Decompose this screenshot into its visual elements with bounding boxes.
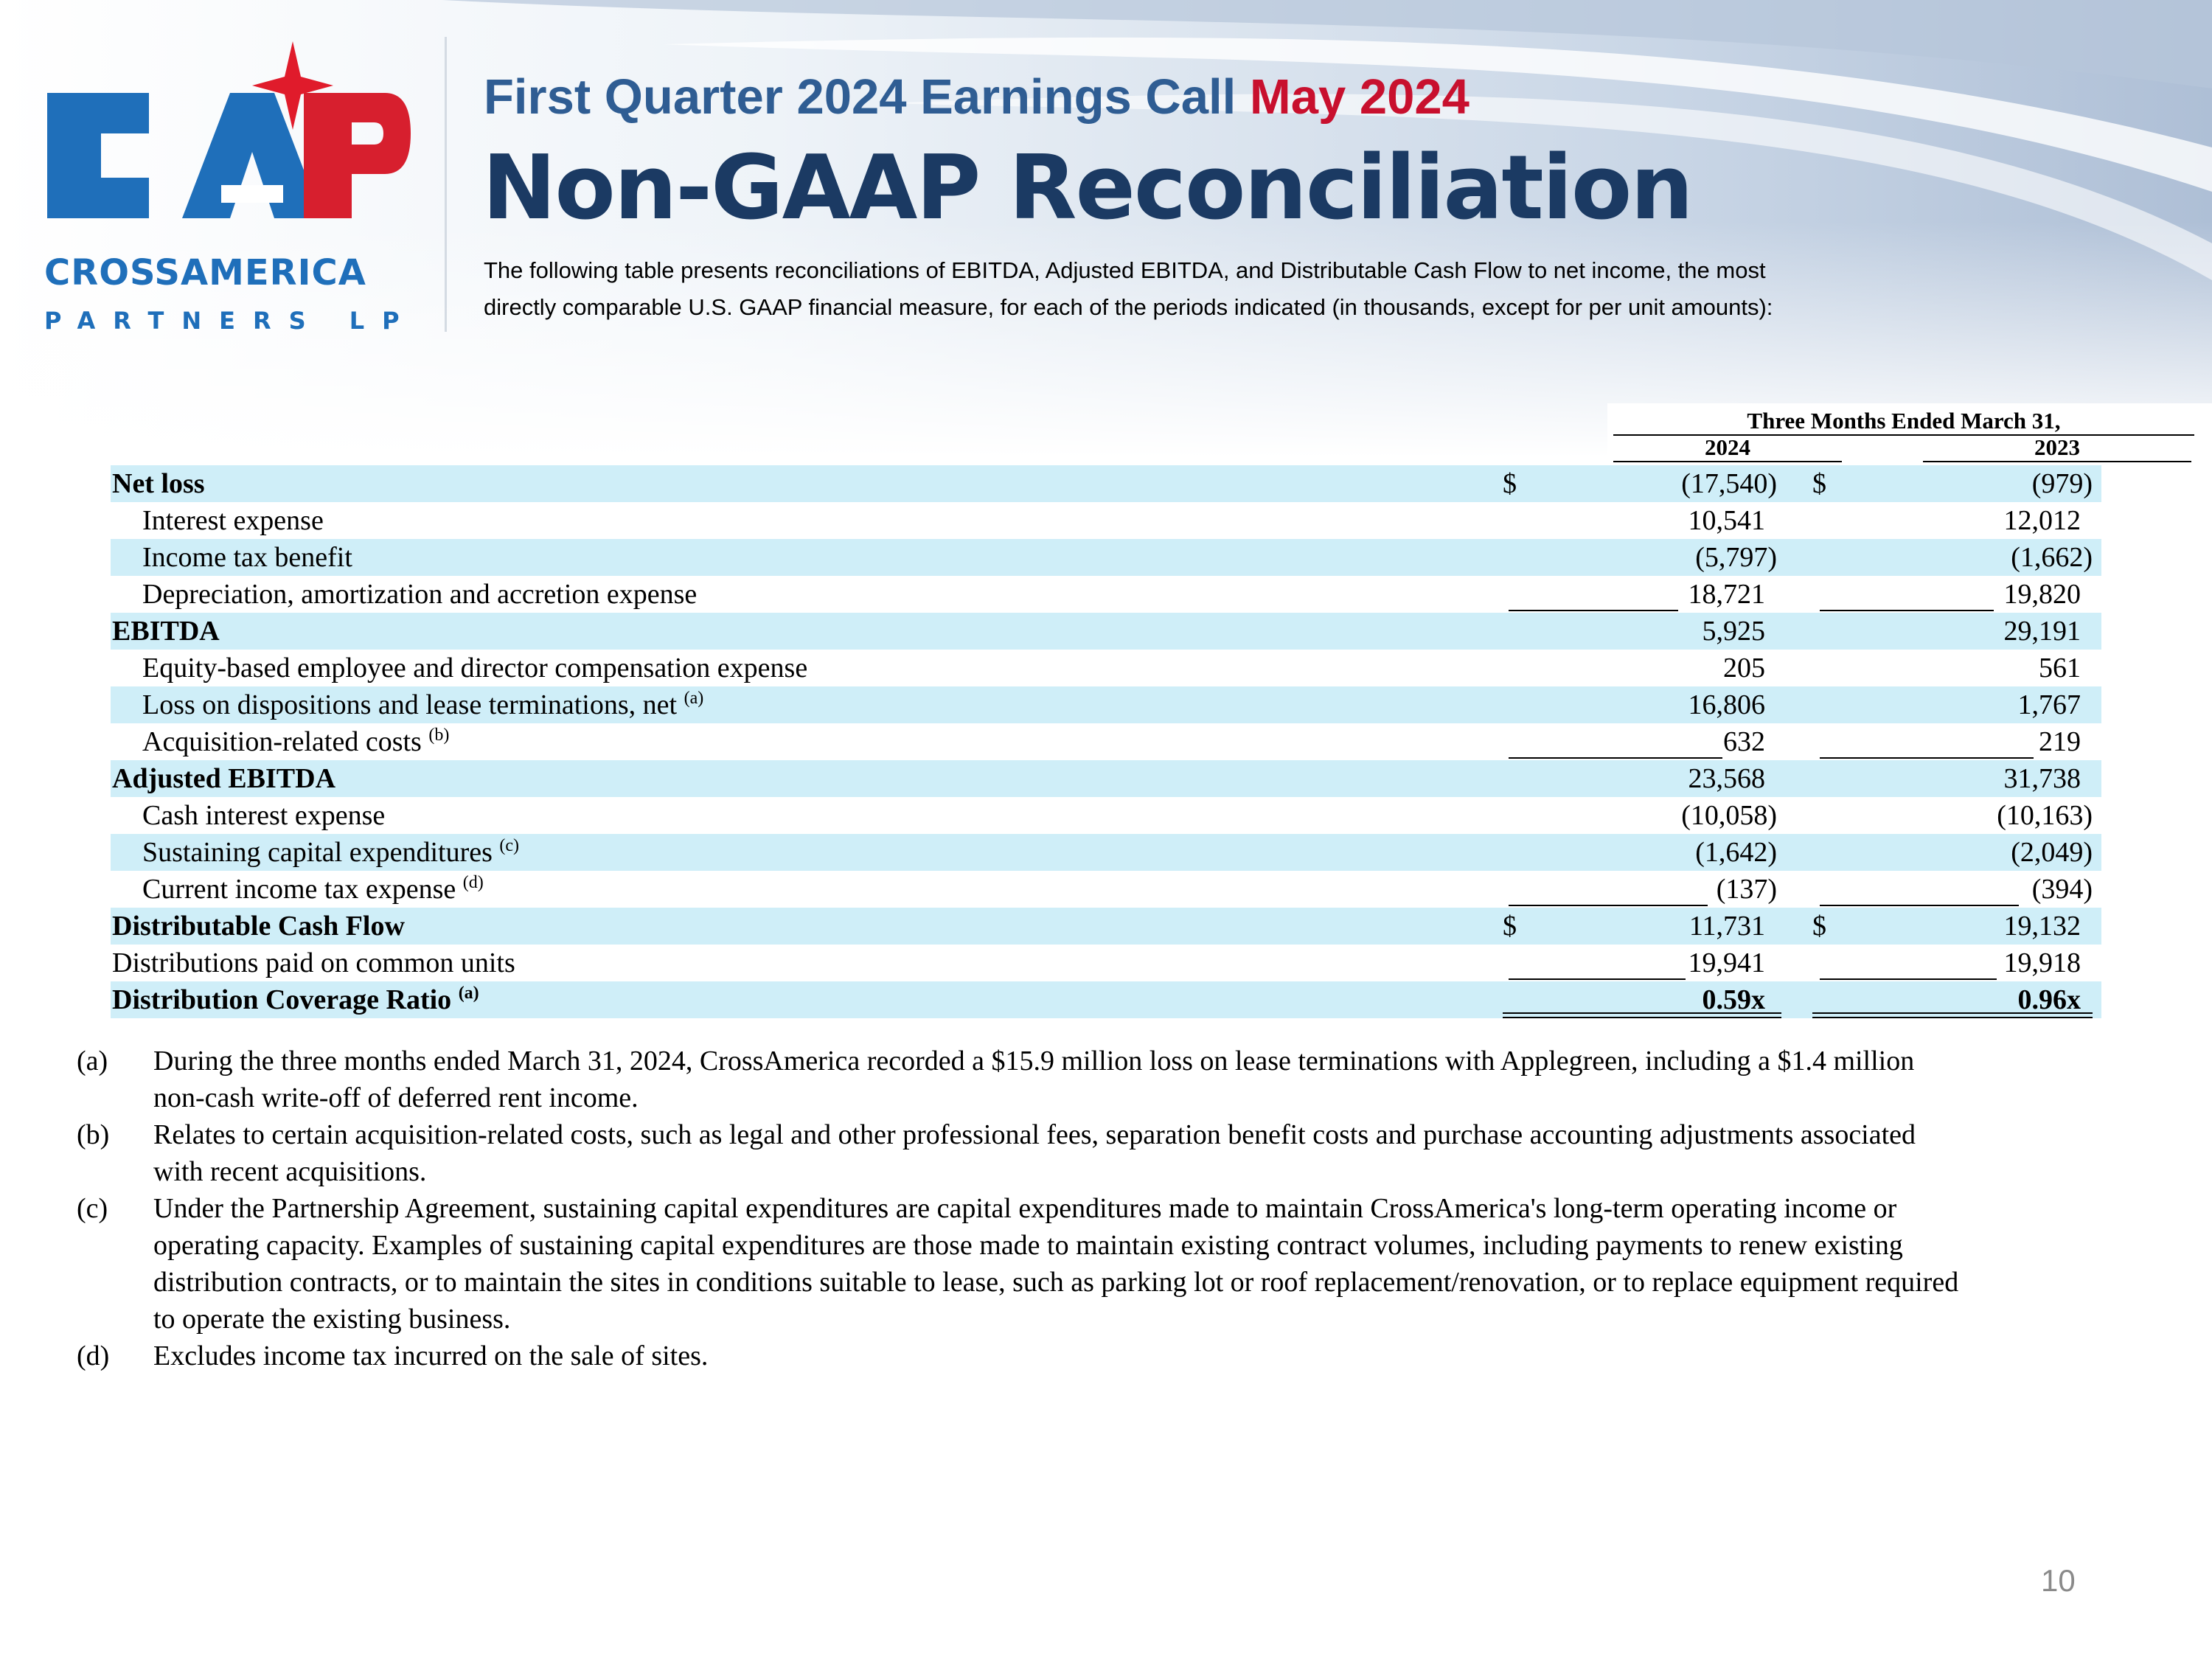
subtotal-underline bbox=[1820, 610, 1994, 611]
value-2024: 23,568 bbox=[1688, 763, 1765, 794]
row-label-text: Current income tax expense bbox=[142, 874, 456, 905]
footnote-label: (b) bbox=[77, 1119, 110, 1150]
row-label-text: Loss on dispositions and lease terminations, net bbox=[142, 689, 678, 720]
value-2024: 0.59x bbox=[1702, 984, 1765, 1015]
value-2024: 11,731 bbox=[1688, 911, 1765, 942]
row-label bbox=[112, 984, 479, 1015]
row-label: Net loss bbox=[112, 468, 205, 499]
dollar-sign: $ bbox=[1503, 911, 1517, 942]
subtotal-underline bbox=[1820, 978, 1997, 980]
table-row bbox=[111, 981, 2101, 1018]
footnote-line: with recent acquisitions. bbox=[153, 1156, 427, 1187]
footnote-ref: (a) bbox=[684, 689, 704, 708]
footnote-line: During the three months ended March 31, 2024, CrossAmerica recorded a $15.9 million loss on lease terminations with Applegreen, including a $1.4 million bbox=[153, 1046, 1915, 1077]
row-label-text: Sustaining capital expenditures bbox=[142, 837, 493, 868]
footnote-line: operating capacity. Examples of sustaining capital expenditures are those made to maintain existing contract volumes, including payments to renew existing bbox=[153, 1230, 1903, 1261]
value-2024: 16,806 bbox=[1688, 689, 1765, 720]
row-label: Cash interest expense bbox=[142, 800, 386, 831]
footnotes bbox=[77, 1043, 2156, 1374]
footnote-a bbox=[77, 1043, 2156, 1116]
footnote-line: Excludes income tax incurred on the sale of sites. bbox=[153, 1340, 709, 1371]
value-2024: 632 bbox=[1723, 726, 1765, 757]
row-label: Depreciation, amortization and accretion expense bbox=[142, 579, 698, 610]
table-row bbox=[111, 613, 2101, 650]
value-2023: 1,767 bbox=[2017, 689, 2081, 720]
value-2024: 10,541 bbox=[1688, 505, 1765, 536]
table-row bbox=[111, 760, 2101, 797]
subtitle-main: First Quarter 2024 Earnings Call bbox=[484, 69, 1237, 125]
row-label bbox=[142, 726, 449, 757]
dollar-sign: $ bbox=[1812, 911, 1826, 942]
value-2023: 29,191 bbox=[2003, 616, 2081, 647]
table-row bbox=[111, 465, 2101, 502]
value-2023: 219 bbox=[2039, 726, 2081, 757]
footnote-label: (d) bbox=[77, 1340, 110, 1371]
subtotal-underline bbox=[1509, 905, 1708, 906]
value-2023: 19,820 bbox=[2003, 579, 2081, 610]
year-header-2023: 2023 bbox=[1923, 434, 2191, 462]
row-label bbox=[142, 874, 484, 905]
value-2024: (10,058) bbox=[1681, 800, 1777, 831]
value-2023: 0.96x bbox=[2017, 984, 2081, 1015]
value-2023: (2,049) bbox=[2011, 837, 2093, 868]
footnote-c bbox=[77, 1190, 2156, 1338]
subtotal-underline bbox=[1509, 610, 1678, 611]
footnote-line: distribution contracts, or to maintain the sites in conditions suitable to lease, such as parking lot or roof replacement/renovation, or to replace equipment required bbox=[153, 1267, 1959, 1298]
footnote-ref: (b) bbox=[428, 726, 450, 745]
crossamerica-logo bbox=[38, 41, 422, 336]
logo-name-line2: PARTNERS LP bbox=[44, 307, 417, 335]
value-2023: (394) bbox=[2031, 874, 2093, 905]
footnote-line: to operate the existing business. bbox=[153, 1304, 511, 1335]
value-2024: (137) bbox=[1716, 874, 1777, 905]
footnote-label: (c) bbox=[77, 1193, 108, 1224]
footnote-line: Relates to certain acquisition-related costs, such as legal and other professional fees, separation benefit costs and purchase accounting adjustments associated bbox=[153, 1119, 1916, 1150]
row-label: EBITDA bbox=[112, 616, 220, 647]
logo-name-line1: CROSSAMERICA bbox=[44, 252, 366, 293]
value-2024: 19,941 bbox=[1688, 947, 1765, 978]
row-label: Equity-based employee and director compensation expense bbox=[142, 653, 808, 684]
row-label: Distributions paid on common units bbox=[112, 947, 515, 978]
footnote-ref: (a) bbox=[458, 984, 479, 1003]
table-row bbox=[111, 871, 2101, 908]
value-2024: 18,721 bbox=[1688, 579, 1765, 610]
row-label-text: Distribution Coverage Ratio bbox=[112, 984, 452, 1015]
table-row bbox=[111, 908, 2101, 945]
table-row bbox=[111, 650, 2101, 686]
row-label: Distributable Cash Flow bbox=[112, 911, 405, 942]
page-number: 10 bbox=[2041, 1563, 2076, 1598]
dollar-sign: $ bbox=[1812, 468, 1826, 499]
intro-paragraph bbox=[484, 252, 1885, 326]
row-label bbox=[142, 689, 703, 720]
table-row bbox=[111, 686, 2101, 723]
footnote-b bbox=[77, 1116, 2156, 1190]
value-2023: 12,012 bbox=[2003, 505, 2081, 536]
footnote-line: Under the Partnership Agreement, sustaining capital expenditures are capital expenditures made to maintain CrossAmerica's long-term operating income or bbox=[153, 1193, 1897, 1224]
total-double-underline bbox=[1503, 1012, 1781, 1018]
intro-line: directly comparable U.S. GAAP financial measure, for each of the periods indicated (in thousands, except for per unit amounts): bbox=[484, 294, 1773, 320]
value-2023: 561 bbox=[2039, 653, 2081, 684]
value-2023: (1,662) bbox=[2011, 542, 2093, 573]
value-2023: 19,132 bbox=[2003, 911, 2081, 942]
subtotal-underline bbox=[1509, 978, 1686, 980]
table-row bbox=[111, 576, 2101, 613]
page-subtitle bbox=[484, 69, 1470, 125]
intro-line: The following table presents reconciliations of EBITDA, Adjusted EBITDA, and Distributable Cash Flow to net income, the most bbox=[484, 257, 1766, 283]
value-2023: 19,918 bbox=[2003, 947, 2081, 978]
subtotal-underline bbox=[1820, 905, 2019, 906]
subtotal-underline bbox=[1820, 757, 2034, 759]
value-2024: 205 bbox=[1723, 653, 1765, 684]
footnote-d bbox=[77, 1338, 2156, 1374]
value-2023: 31,738 bbox=[2003, 763, 2081, 794]
table-row bbox=[111, 723, 2101, 760]
value-2024: (5,797) bbox=[1695, 542, 1777, 573]
footnote-ref: (c) bbox=[499, 836, 520, 855]
table-row bbox=[111, 945, 2101, 981]
value-2024: (1,642) bbox=[1695, 837, 1777, 868]
dollar-sign: $ bbox=[1503, 468, 1517, 499]
subtotal-underline bbox=[1509, 757, 1722, 759]
total-double-underline bbox=[1812, 1012, 2093, 1018]
year-header-2024: 2024 bbox=[1613, 434, 1842, 462]
row-label-text: Acquisition-related costs bbox=[142, 726, 422, 757]
footnote-ref: (d) bbox=[462, 873, 484, 892]
table-row bbox=[111, 797, 2101, 834]
table-row bbox=[111, 539, 2101, 576]
page-title: Non-GAAP Reconciliation bbox=[482, 137, 1692, 240]
table-row bbox=[111, 834, 2101, 871]
value-2023: (10,163) bbox=[1997, 800, 2093, 831]
table-body bbox=[111, 465, 2101, 1018]
footnote-line: non-cash write-off of deferred rent income. bbox=[153, 1082, 639, 1113]
row-label: Adjusted EBITDA bbox=[112, 763, 336, 794]
row-label: Income tax benefit bbox=[142, 542, 352, 573]
period-header: Three Months Ended March 31, bbox=[1613, 408, 2194, 436]
row-label: Interest expense bbox=[142, 505, 324, 536]
logo-separator bbox=[445, 37, 447, 332]
table-row bbox=[111, 502, 2101, 539]
value-2024: 5,925 bbox=[1702, 616, 1765, 647]
footnote-label: (a) bbox=[77, 1046, 108, 1077]
subtitle-date: May 2024 bbox=[1249, 69, 1470, 125]
value-2024: (17,540) bbox=[1681, 468, 1777, 499]
row-label bbox=[142, 837, 519, 868]
value-2023: (979) bbox=[2031, 468, 2093, 499]
